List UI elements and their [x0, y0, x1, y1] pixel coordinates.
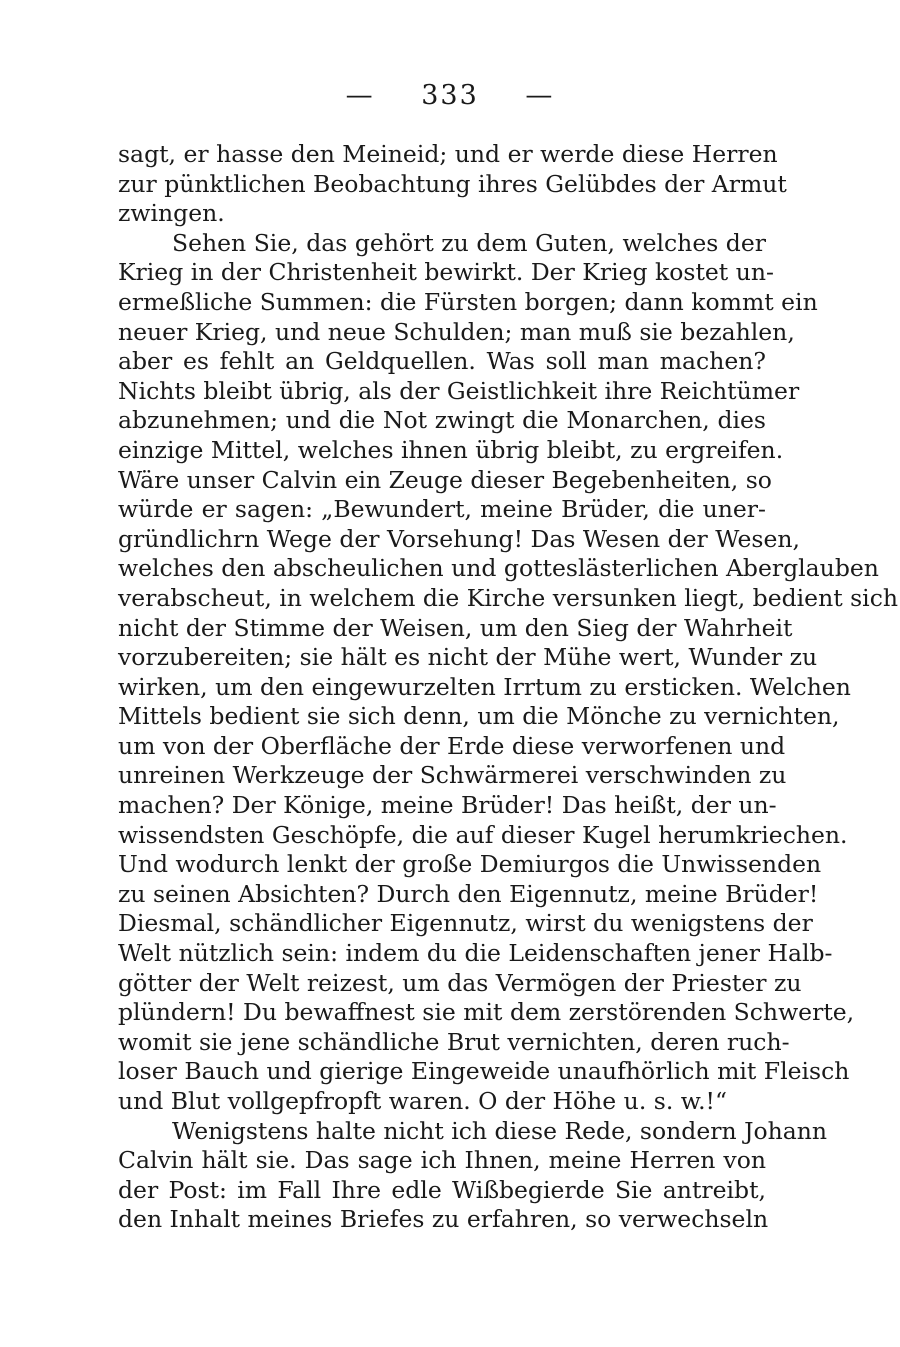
text-line: abzunehmen; und die Not zwingt die Monarchen, dies: [118, 406, 766, 435]
text-line: götter der Welt reizest, um das Vermögen der Priester zu: [118, 968, 802, 997]
text-line: plündern! Du bewaffnest sie mit dem zerstörenden Schwerte,: [118, 998, 855, 1027]
text-line: zu seinen Absichten? Durch den Eigennutz, meine Brüder!: [118, 879, 819, 908]
text-line: verabscheut, in welchem die Kirche versunken liegt, bedient sich: [118, 583, 898, 612]
text-line: womit sie jene schändliche Brut vernichten, deren ruch-: [118, 1027, 790, 1056]
text-line: neuer Krieg, und neue Schulden; man muß sie bezahlen,: [118, 317, 795, 346]
text-line: um von der Oberfläche der Erde diese verworfenen und: [118, 731, 786, 760]
header-dash-left: —: [345, 80, 375, 111]
body-text: [118, 140, 898, 1235]
header-dash-right: —: [525, 80, 555, 111]
text-line: vorzubereiten; sie hält es nicht der Mühe wert, Wunder zu: [118, 643, 818, 672]
text-line: den Inhalt meines Briefes zu erfahren, so verwechseln: [118, 1205, 769, 1234]
text-line: Wäre unser Calvin ein Zeuge dieser Begebenheiten, so: [118, 465, 772, 494]
text-line: sagt, er hasse den Meineid; und er werde diese Herren: [118, 140, 778, 168]
text-line: Und wodurch lenkt der große Demiurgos die Unwissenden: [118, 850, 822, 879]
page-number: 333: [421, 80, 479, 111]
text-line: der Post: im Fall Ihre edle Wißbegierde Sie antreibt,: [118, 1175, 766, 1204]
text-line: loser Bauch und gierige Eingeweide unaufhörlich mit Fleisch: [118, 1057, 850, 1086]
text-line: nicht der Stimme der Weisen, um den Sieg der Wahrheit: [118, 613, 793, 642]
text-line: Mittels bedient sie sich denn, um die Mönche zu vernichten,: [118, 702, 840, 731]
text-line: Nichts bleibt übrig, als der Geistlichkeit ihre Reichtümer: [118, 376, 800, 405]
text-line: zwingen.: [118, 199, 225, 228]
text-line: unreinen Werkzeuge der Schwärmerei verschwinden zu: [118, 761, 787, 790]
text-line: wirken, um den eingewurzelten Irrtum zu ersticken. Welchen: [118, 672, 851, 701]
text-line: Welt nützlich sein: indem du die Leidenschaften jener Halb-: [118, 939, 833, 968]
text-line: würde er sagen: „Bewundert, meine Brüder, die uner-: [118, 495, 766, 524]
text-line: wissendsten Geschöpfe, die auf dieser Kugel herumkriechen.: [118, 820, 848, 849]
text-line: Sehen Sie, das gehört zu dem Guten, welches der: [172, 228, 766, 257]
text-line: gründlichrn Wege der Vorsehung! Das Wesen der Wesen,: [118, 524, 800, 553]
text-line: machen? Der Könige, meine Brüder! Das heißt, der un-: [118, 791, 777, 820]
text-line: Krieg in der Christenheit bewirkt. Der Krieg kostet un-: [118, 258, 774, 287]
text-line: aber es fehlt an Geldquellen. Was soll man machen?: [118, 347, 766, 376]
text-line: Calvin hält sie. Das sage ich Ihnen, meine Herren von: [118, 1146, 766, 1175]
page-header: [0, 80, 900, 111]
text-line: zur pünktlichen Beobachtung ihres Gelübdes der Armut: [118, 169, 787, 198]
text-line: Wenigstens halte nicht ich diese Rede, sondern Johann: [172, 1116, 828, 1145]
text-line: welches den abscheulichen und gotteslästerlichen Aberglauben: [118, 554, 879, 583]
text-line: und Blut vollgepfropft waren. O der Höhe u. s. w.!“: [118, 1087, 728, 1115]
text-line: einzige Mittel, welches ihnen übrig bleibt, zu ergreifen.: [118, 435, 784, 464]
text-line: ermeßliche Summen: die Fürsten borgen; dann kommt ein: [118, 287, 818, 316]
text-line: Diesmal, schändlicher Eigennutz, wirst du wenigstens der: [118, 909, 813, 938]
